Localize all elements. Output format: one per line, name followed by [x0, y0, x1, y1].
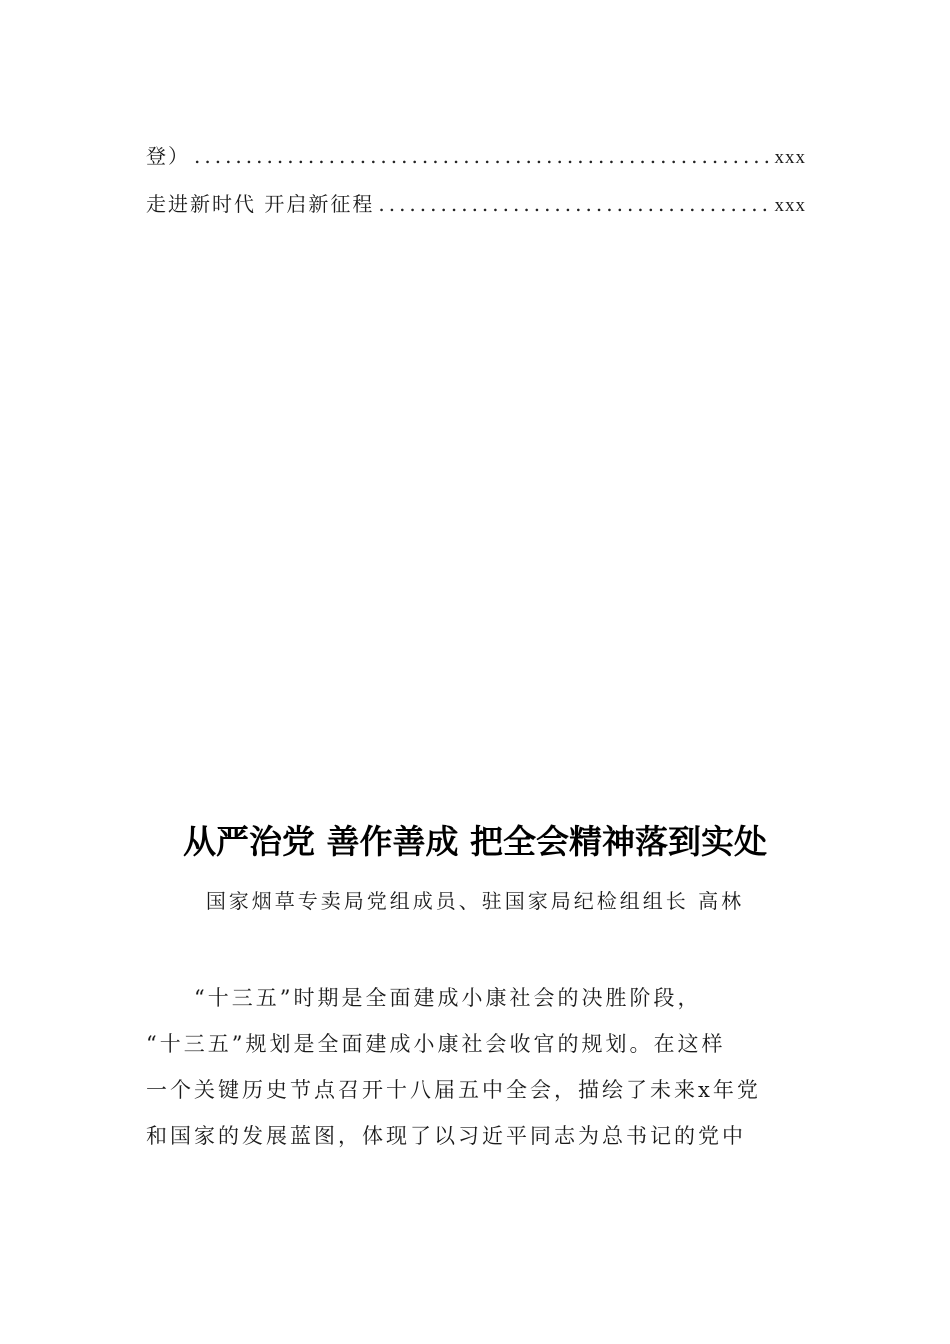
article-body [146, 982, 806, 1166]
toc-entry-label: 登） [146, 144, 190, 168]
toc-dot-leader [194, 144, 771, 168]
body-line: “十三五”规划是全面建成小康社会收官的规划。在这样 [146, 1032, 726, 1056]
article-title: 从严治党 善作善成 把全会精神落到实处 [183, 822, 767, 861]
toc-entry-label: 走进新时代 开启新征程 [146, 192, 375, 216]
body-line: 一个关键历史节点召开十八届五中全会，描绘了未来x年党 [146, 1078, 761, 1102]
toc-page-number: xxx [774, 195, 806, 216]
toc-dot-leader [378, 192, 770, 216]
toc-entry [146, 140, 806, 169]
body-line: 和国家的发展蓝图，体现了以习近平同志为总书记的党中 [146, 1124, 746, 1148]
toc-entry [146, 188, 806, 217]
toc-page-number: xxx [774, 147, 806, 168]
body-line: “十三五”时期是全面建成小康社会的决胜阶段， [194, 986, 702, 1010]
article-author: 国家烟草专卖局党组成员、驻国家局纪检组组长 高林 [205, 889, 745, 913]
